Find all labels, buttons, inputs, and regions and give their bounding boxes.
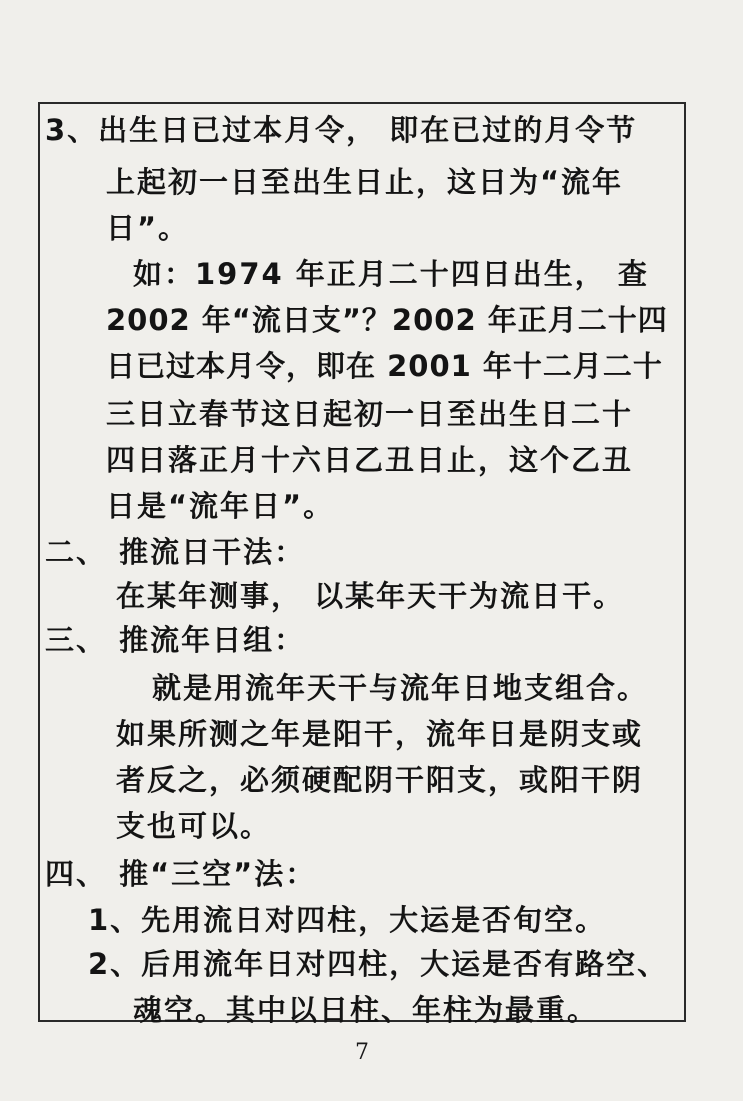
text-line: 在某年测事， 以某年天干为流日干。: [116, 579, 625, 613]
text-line: 四日落正月十六日乙丑日止，这个乙丑: [106, 443, 634, 477]
text-line: 如：1974 年正月二十四日出生， 查: [133, 257, 649, 291]
section-heading: 三、 推流年日组：: [45, 623, 306, 657]
section-heading: 四、 推“三空”法：: [45, 857, 317, 891]
text-line: 2002 年“流日支”？2002 年正月二十四: [106, 303, 668, 337]
section-heading: 二、 推流日干法：: [45, 535, 306, 569]
text-line: 3、出生日已过本月令， 即在已过的月令节: [45, 113, 638, 147]
text-line: 日”。: [106, 211, 190, 245]
text-line: 1、先用流日对四柱，大运是否旬空。: [88, 903, 607, 937]
text-line: 者反之，必须硬配阴干阳支，或阳干阴: [116, 763, 644, 797]
page-number: 7: [355, 1040, 369, 1065]
text-line: 魂空。其中以日柱、年柱为最重。: [133, 993, 599, 1027]
text-line: 如果所测之年是阳干，流年日是阴支或: [116, 717, 644, 751]
text-line: 就是用流年天干与流年日地支组合。: [152, 671, 649, 705]
text-line: 日已过本月令，即在 2001 年十二月二十: [106, 349, 663, 383]
text-line: 2、后用流年日对四柱，大运是否有路空、: [88, 947, 669, 981]
text-line: 日是“流年日”。: [106, 489, 335, 523]
text-line: 支也可以。: [116, 809, 272, 843]
text-line: 上起初一日至出生日止，这日为“流年: [106, 165, 624, 199]
text-line: 三日立春节这日起初一日至出生日二十: [106, 397, 634, 431]
